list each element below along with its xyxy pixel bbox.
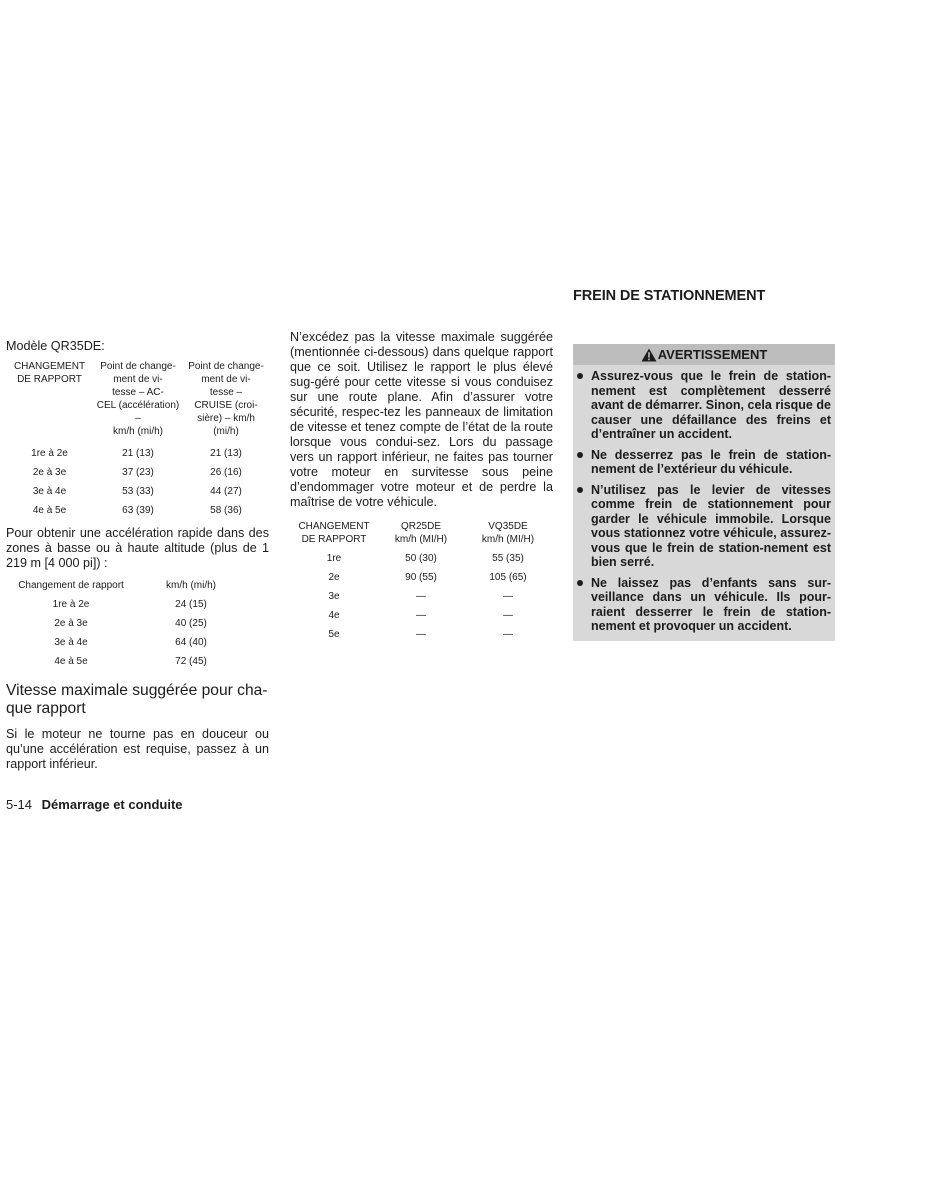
table-cell: 72 (45) (175, 656, 207, 667)
warning-triangle-icon (641, 348, 657, 362)
header-line: Point de change- (100, 361, 176, 372)
table-row (290, 584, 552, 603)
warning-header (573, 344, 835, 365)
table-cell: — (503, 629, 513, 640)
list-item (573, 369, 831, 442)
table-cell: 26 (16) (210, 467, 242, 478)
header-line: tesse – AC- (112, 387, 164, 398)
table-cell: 21 (13) (122, 448, 154, 459)
header-line: ment de vi- (113, 374, 163, 385)
table-row (6, 460, 269, 479)
header-line: QR25DE (400, 521, 441, 532)
table-cell: 1re à 2e (52, 599, 90, 610)
altitude-table (6, 579, 246, 668)
warning-list (573, 365, 835, 634)
table-cell: 3e (328, 591, 340, 602)
right-column (573, 288, 835, 641)
heading-line: Vitesse maximale suggérée pour cha- (6, 682, 268, 699)
chapter-title: Démarrage et conduite (41, 797, 183, 812)
table-cell: 4e à 5e (54, 656, 88, 667)
max-speed-paragraph: N’excédez pas la vitesse maximale suggérée (mentionnée ci-dessous) dans quelque rapport que ce soit. Utilisez le rapport le plus élevé sug-géré pour cette vitesse si vous conduisez sur une route plane. Afin d’assurer votre sécurité, respec-tez les panneaux de limitation de vitesse et tenez compte de l’état de la route lorsque vous condui-sez. Lors du passage vers un rapport inférieur, ne faites pas tourner votre moteur en survitesse sous peine d’endommager votre moteur et de perdre la maîtrise de votre véhicule. (290, 330, 553, 509)
table-header (464, 520, 552, 546)
header-line: VQ35DE (488, 521, 528, 532)
table-header (378, 520, 464, 546)
downshift-paragraph: Si le moteur ne tourne pas en douceur ou qu’une accélération est requise, passez à un rapport inférieur. (6, 727, 269, 771)
table-cell: — (503, 610, 513, 621)
table-row (6, 438, 269, 460)
table-cell: 3e à 4e (54, 637, 88, 648)
header-line: km/h (MI/H) (394, 534, 448, 545)
table-cell: 2e (328, 572, 340, 583)
table-cell: 2e à 3e (32, 467, 67, 478)
warning-text: Ne desserrez pas le frein de station-nement de l’extérieur du véhicule. (591, 447, 831, 476)
warning-box (573, 344, 835, 641)
table-header: Changement de rapport (18, 580, 124, 591)
header-line: km/h (MI/H) (481, 534, 535, 545)
table-row (6, 498, 269, 517)
table-cell: 44 (27) (210, 486, 242, 497)
header-line: CHANGEMENT (298, 521, 370, 532)
middle-column (290, 330, 553, 641)
warning-text: Ne laissez pas d’enfants sans sur-veillance dans un véhicule. Ils pour-raient desserrer le frein de station-nement et provoquer un accident. (591, 575, 831, 633)
altitude-paragraph: Pour obtenir une accélération rapide dans des zones à basse ou à haute altitude (plus de 1 219 m [4 000 pi]) : (6, 526, 269, 570)
header-line: DE RAPPORT (301, 534, 367, 545)
section-heading (6, 682, 269, 718)
page-footer (6, 797, 183, 812)
table-cell: 90 (55) (405, 572, 437, 583)
list-item (573, 448, 831, 477)
bullet-icon (577, 373, 583, 379)
table-cell: 4e à 5e (32, 505, 67, 516)
table-row (6, 630, 246, 649)
table-cell: 50 (30) (405, 553, 437, 564)
table-header: km/h (mi/h) (166, 580, 216, 591)
table-row (6, 611, 246, 630)
table-header (290, 520, 378, 546)
table-cell: 37 (23) (122, 467, 154, 478)
page-number: 5-14 (6, 797, 33, 812)
bullet-icon (577, 487, 583, 493)
bullet-icon (577, 452, 583, 458)
max-speed-table (290, 520, 552, 641)
table-cell: 1re à 2e (31, 448, 68, 459)
table-row (6, 592, 246, 611)
table-row (290, 546, 552, 565)
table-cell: 58 (36) (210, 505, 242, 516)
list-item (573, 576, 831, 634)
table-cell: 3e à 4e (32, 486, 67, 497)
table-cell: 1re (326, 553, 342, 564)
left-column (6, 339, 269, 772)
header-line: tesse – (209, 387, 243, 398)
table-cell: 40 (25) (175, 618, 207, 629)
table-cell: — (416, 610, 426, 621)
table-row (6, 479, 269, 498)
table-header (93, 360, 183, 438)
table-header (6, 360, 93, 438)
table-cell: — (503, 591, 513, 602)
table-row (290, 565, 552, 584)
bullet-icon (577, 580, 583, 586)
table-cell: 63 (39) (122, 505, 154, 516)
header-line: ment de vi- (201, 374, 251, 385)
table-cell: 105 (65) (489, 572, 527, 583)
header-line: CEL (accélération) – (96, 400, 180, 424)
heading-line: que rapport (6, 700, 86, 717)
header-line: DE RAPPORT (17, 374, 82, 385)
table-row (290, 622, 552, 641)
table-cell: 55 (35) (492, 553, 524, 564)
table-cell: 4e (328, 610, 340, 621)
table-cell: 2e à 3e (54, 618, 88, 629)
table-cell: 53 (33) (122, 486, 154, 497)
warning-text: N’utilisez pas le levier de vitesses comme frein de stationnement pour garder le véhicule immobile. Lorsque vous stationnez votre véhicule, assurez-vous que le frein de station-nement est bien serré. (591, 482, 831, 569)
table-cell: 64 (40) (175, 637, 207, 648)
header-line: sière) – km/h (197, 413, 255, 424)
warning-title: AVERTISSEMENT (657, 347, 768, 362)
section-title: FREIN DE STATIONNEMENT (573, 288, 766, 304)
model-label: Modèle QR35DE: (6, 339, 105, 353)
header-line: CHANGEMENT (13, 361, 86, 372)
table-cell: 5e (328, 629, 340, 640)
header-line: km/h (mi/h) (113, 426, 163, 437)
header-line: CRUISE (croi- (194, 400, 258, 411)
table-cell: — (416, 629, 426, 640)
table-cell: — (416, 591, 426, 602)
qr35de-shift-table (6, 360, 269, 517)
header-line: (mi/h) (213, 426, 239, 437)
warning-text: Assurez-vous que le frein de station-nement est complètement desserré avant de démarrer. Sinon, cela risque de causer une défaillance des freins et d’entraîner un accident. (591, 369, 831, 441)
table-cell: 21 (13) (210, 448, 242, 459)
table-row (290, 603, 552, 622)
table-header (183, 360, 269, 438)
table-cell: 24 (15) (175, 599, 207, 610)
table-row (6, 649, 246, 668)
list-item (573, 483, 831, 570)
header-line: Point de change- (188, 361, 264, 372)
